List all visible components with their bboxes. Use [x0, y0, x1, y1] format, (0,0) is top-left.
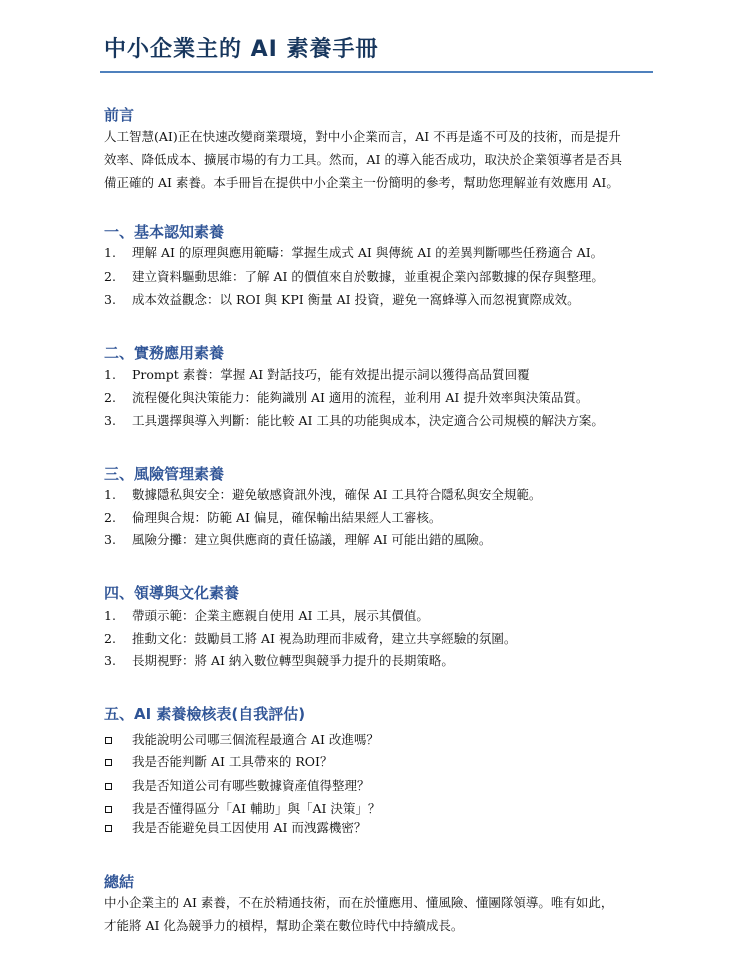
item-text: 帶頭示範：企業主應親自使用 AI 工具，展示其價值。	[132, 608, 429, 623]
item-number: 3.	[104, 532, 116, 547]
title-divider	[100, 71, 653, 73]
document-title: 中小企業主的 AI 素養手冊	[104, 37, 379, 62]
square-bullet-icon	[105, 759, 112, 766]
preface-line: 效率、降低成本、擴展市場的有力工具。然而，AI 的導入能否成功，取決於企業領導者是否具	[104, 152, 622, 167]
square-bullet-icon	[105, 806, 112, 813]
section-heading-risk: 三、風險管理素養	[104, 465, 225, 483]
item-text: 我是否知道公司有哪些數據資產值得整理？	[132, 778, 370, 793]
item-number: 2.	[104, 631, 116, 646]
item-text: 工具選擇與導入判斷：能比較 AI 工具的功能與成本，決定適合公司規模的解決方案。	[132, 413, 604, 428]
summary-heading: 總結	[104, 873, 135, 891]
item-number: 1.	[104, 245, 116, 260]
item-text: 數據隱私與安全：避免敏感資訊外洩，確保 AI 工具符合隱私與安全規範。	[132, 487, 542, 502]
item-text: Prompt 素養：掌握 AI 對話技巧，能有效提出提示詞以獲得高品質回覆	[132, 367, 530, 382]
item-text: 我是否能避免員工因使用 AI 而洩露機密？	[132, 820, 367, 835]
preface-paragraph	[104, 125, 664, 194]
preface-line: 人工智慧(AI)正在快速改變商業環境，對中小企業而言，AI 不再是遙不可及的技術，而是提升	[104, 129, 621, 144]
item-number: 2.	[104, 510, 116, 525]
item-text: 理解 AI 的原理與應用範疇：掌握生成式 AI 與傳統 AI 的差異判斷哪些任務適合 AI。	[132, 245, 604, 260]
summary-line: 中小企業主的 AI 素養，不在於精通技術，而在於懂應用、懂風險、懂團隊領導。唯有如此，	[104, 895, 614, 910]
square-bullet-icon	[105, 783, 112, 790]
item-text: 長期視野：將 AI 納入數位轉型與競爭力提升的長期策略。	[132, 653, 454, 668]
item-text: 我是否能判斷 AI 工具帶來的 ROI？	[132, 754, 333, 769]
item-number: 2.	[104, 269, 116, 284]
square-bullet-icon	[105, 825, 112, 832]
item-text: 我是否懂得區分「AI 輔助」與「AI 決策」？	[132, 801, 381, 816]
summary-paragraph	[104, 891, 664, 937]
summary-line: 才能將 AI 化為競爭力的槓桿，幫助企業在數位時代中持續成長。	[104, 918, 464, 933]
item-number: 3.	[104, 292, 116, 307]
preface-line: 備正確的 AI 素養。本手冊旨在提供中小企業主一份簡明的參考，幫助您理解並有效應用 AI。	[104, 175, 619, 190]
square-bullet-icon	[105, 737, 112, 744]
item-text: 建立資料驅動思維：了解 AI 的價值來自於數據，並重視企業內部數據的保存與整理。	[132, 269, 604, 284]
item-number: 1.	[104, 608, 116, 623]
item-number: 1.	[104, 367, 116, 382]
preface-heading: 前言	[104, 106, 135, 124]
item-text: 我能說明公司哪三個流程最適合 AI 改進嗎？	[132, 732, 379, 747]
item-number: 3.	[104, 653, 116, 668]
item-number: 1.	[104, 487, 116, 502]
section-heading-basic: 一、基本認知素養	[104, 223, 225, 241]
item-text: 流程優化與決策能力：能夠識別 AI 適用的流程，並利用 AI 提升效率與決策品質。	[132, 390, 589, 405]
item-number: 3.	[104, 413, 116, 428]
item-text: 推動文化：鼓勵員工將 AI 視為助理而非威脅，建立共享經驗的氛圍。	[132, 631, 517, 646]
section-heading-practical: 二、實務應用素養	[104, 344, 225, 362]
item-number: 2.	[104, 390, 116, 405]
item-text: 倫理與合規：防範 AI 偏見，確保輸出結果經人工審核。	[132, 510, 442, 525]
section-heading-leadership: 四、領導與文化素養	[104, 584, 240, 602]
item-text: 成本效益觀念：以 ROI 與 KPI 衡量 AI 投資，避免一窩蜂導入而忽視實際成效。	[132, 292, 580, 307]
section-heading-checklist: 五、AI 素養檢核表(自我評估)	[104, 705, 306, 723]
item-text: 風險分攤：建立與供應商的責任協議，理解 AI 可能出錯的風險。	[132, 532, 492, 547]
